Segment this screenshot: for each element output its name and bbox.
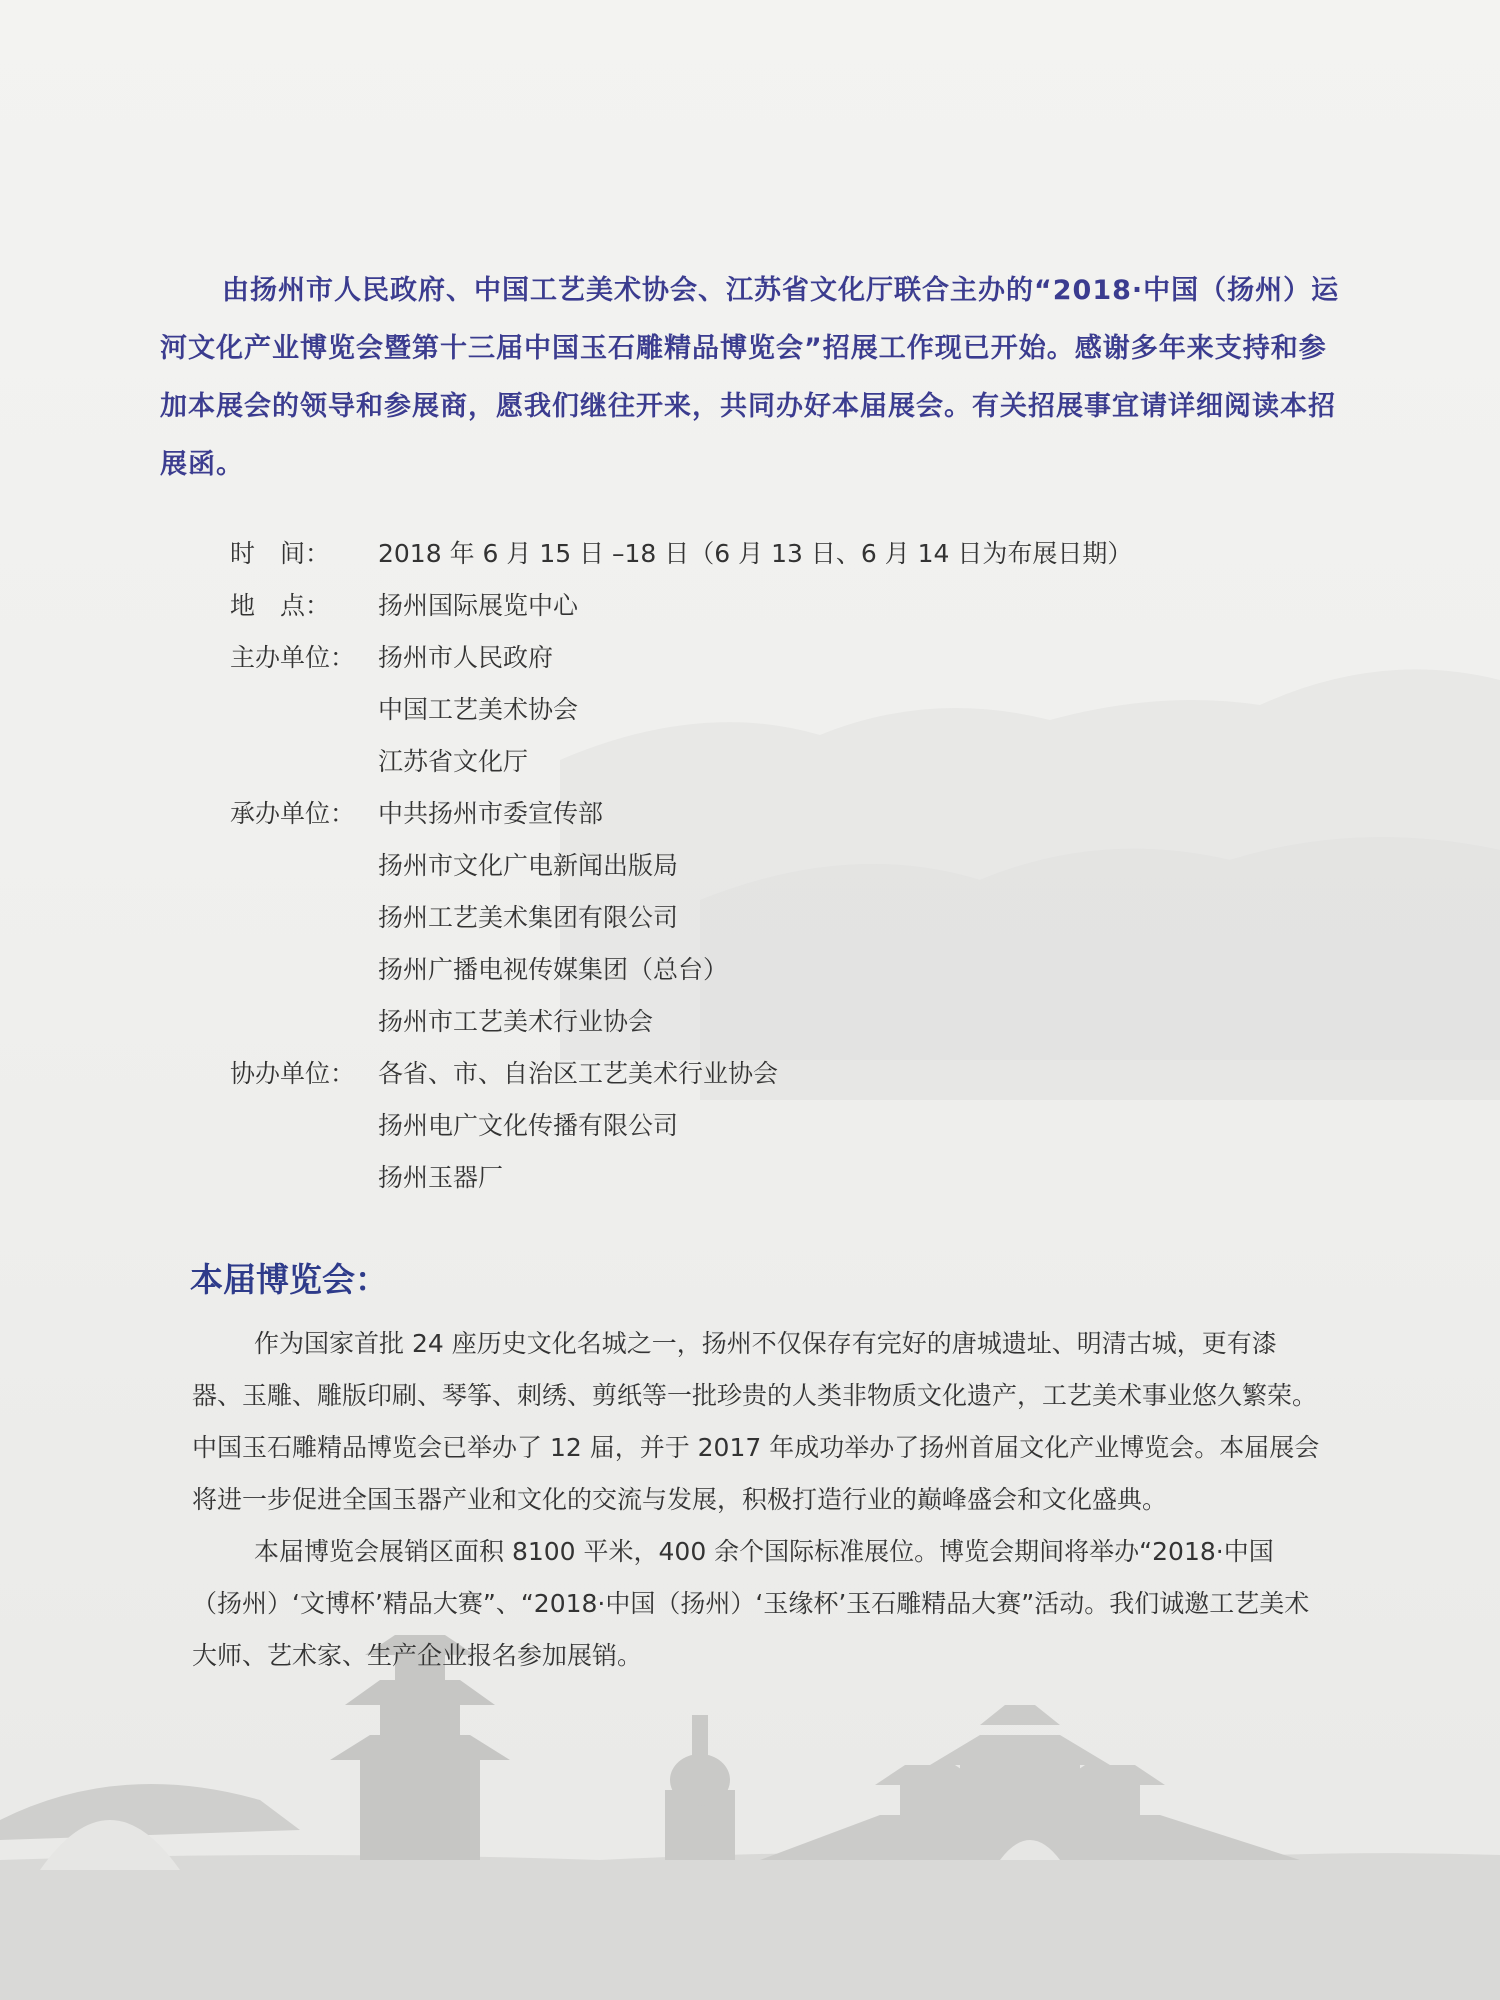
- time-label: 时 间：: [230, 539, 331, 568]
- info-row-organizer: [230, 944, 1330, 996]
- exhibition-info: [230, 528, 1330, 1204]
- place-label: 地 点：: [230, 591, 331, 620]
- info-row-organizer: [230, 788, 1330, 840]
- info-row-coorganizer: [230, 1048, 1330, 1100]
- organizer-item: 扬州市文化广电新闻出版局: [378, 851, 679, 880]
- section-body: [192, 1318, 1322, 1682]
- info-row-organizer: [230, 840, 1330, 892]
- coorganizer-item: 扬州电广文化传播有限公司: [378, 1111, 679, 1140]
- info-row-organizer: [230, 996, 1330, 1048]
- host-label: 主办单位：: [230, 643, 356, 672]
- info-row-host: [230, 684, 1330, 736]
- ground-shape: [0, 1852, 1500, 2000]
- five-pavilion-bridge: [760, 1705, 1300, 1860]
- organizer-item: 扬州工艺美术集团有限公司: [378, 903, 679, 932]
- info-row-coorganizer: [230, 1100, 1330, 1152]
- host-item: 中国工艺美术协会: [378, 695, 579, 724]
- coorganizer-label: 协办单位：: [230, 1059, 356, 1088]
- organizer-item: 扬州广播电视传媒集团（总台）: [378, 955, 729, 984]
- organizer-item: 中共扬州市委宣传部: [378, 799, 604, 828]
- organizer-item: 扬州市工艺美术行业协会: [378, 1007, 654, 1036]
- info-row-time: [230, 528, 1330, 580]
- time-value: 2018 年 6 月 15 日 –18 日（6 月 13 日、6 月 14 日为布展日期）: [378, 539, 1133, 568]
- host-item: 江苏省文化厅: [378, 747, 529, 776]
- host-item: 扬州市人民政府: [378, 643, 554, 672]
- body-paragraph: 作为国家首批 24 座历史文化名城之一，扬州不仅保存有完好的唐城遗址、明清古城，更有漆器、玉雕、雕版印刷、琴筝、刺绣、剪纸等一批珍贵的人类非物质文化遗产，工艺美术事业悠久繁荣。中国玉石雕精品博览会已举办了 12 届，并于 2017 年成功举办了扬州首届文化产业博览会。本届展会将进一步促进全国玉器产业和文化的交流与发展，积极打造行业的巅峰盛会和文化盛典。: [192, 1329, 1320, 1514]
- coorganizer-item: 扬州玉器厂: [378, 1163, 504, 1192]
- intro-paragraph: [160, 262, 1340, 494]
- info-row-organizer: [230, 892, 1330, 944]
- info-row-host: [230, 736, 1330, 788]
- intro-text: 由扬州市人民政府、中国工艺美术协会、江苏省文化厅联合主办的“2018·中国（扬州）运河文化产业博览会暨第十三届中国玉石雕精品博览会”招展工作现已开始。感谢多年来支持和参加本展会的领导和参展商，愿我们继往开来，共同办好本届展会。有关招展事宜请详细阅读本招展函。: [160, 275, 1340, 480]
- section-title: 本届博览会：: [190, 1260, 388, 1299]
- coorganizer-item: 各省、市、自治区工艺美术行业协会: [378, 1059, 779, 1088]
- info-row-host: [230, 632, 1330, 684]
- arch-bridge-left: [0, 1784, 300, 1840]
- info-row-place: [230, 580, 1330, 632]
- body-paragraph: 本届博览会展销区面积 8100 平米，400 余个国际标准展位。博览会期间将举办“2018·中国（扬州）‘文博杯’精品大赛”、“2018·中国（扬州）‘玉缘杯’玉石雕精品大赛”活动。我们诚邀工艺美术大师、艺术家、生产企业报名参加展销。: [192, 1537, 1310, 1670]
- info-row-coorganizer: [230, 1152, 1330, 1204]
- place-value: 扬州国际展览中心: [378, 591, 579, 620]
- white-stupa: [665, 1715, 735, 1860]
- organizer-label: 承办单位：: [230, 799, 356, 828]
